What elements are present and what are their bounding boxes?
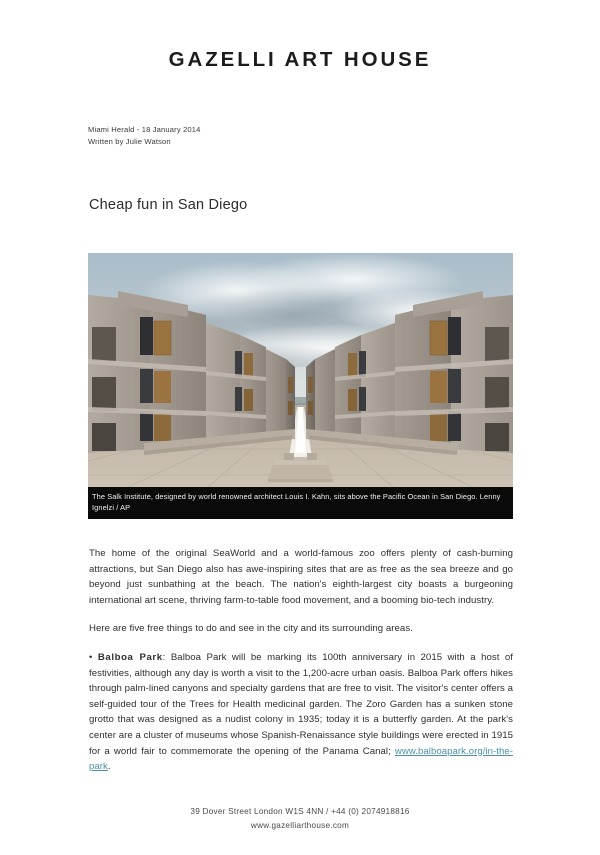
salk-institute-photograph: [88, 253, 513, 487]
byline-author: Written by Julie Watson: [88, 136, 171, 146]
footer-address: 39 Dover Street London W1S 4NN / +44 (0) 2074918816: [190, 807, 410, 816]
list-item-balboa-park: [89, 650, 513, 775]
footer-website: www.gazelliarthouse.com: [250, 821, 350, 830]
list-item-lead: Balboa Park: [97, 651, 163, 663]
article-figure: [88, 253, 513, 519]
byline: [88, 124, 201, 147]
paragraph-lede: Here are five free things to do and see in the city and its surrounding areas.: [89, 623, 413, 635]
article-body: [89, 546, 513, 775]
list-item-text: Balboa Park will be marking its 100th anniversary in 2015 with a host of festivities, although any day is worth a visit to the 1,200-acre urban oasis. Balboa Park offers hikes through palm-lined canyons and specialty gardens that are free to visit. The visitor's center offers a self-guided tour of the Trees for Health medicinal garden. The Zoro Garden has a sunken stone grotto that was designed as a nudist colony in 1935; today it is a butterfly garden. At the park's center are a cluster of museums whose Spanish-Renaissance style buildings were erected in 1915 for a world fair to commemorate the opening of the Panama Canal;: [89, 651, 514, 757]
brand-title: GAZELLI ART HOUSE: [168, 48, 432, 71]
list-item-text-end: .: [107, 761, 111, 773]
page-footer: [0, 805, 600, 833]
brand-header: [0, 48, 600, 72]
page-title: Cheap fun in San Diego: [89, 197, 248, 213]
balboapark-link[interactable]: www.balboapark.org/in-the-park: [89, 745, 513, 773]
paragraph-intro: The home of the original SeaWorld and a world-famous zoo offers plenty of cash-burning attractions, but San Diego also has awe-inspiring sites that are as free as the sea breeze and go beyond just sunbathing at the beach. The nation's eighth-largest city boasts a burgeoning international art scene, thriving farm-to-table food movement, and a booming bio-tech industry.: [89, 548, 513, 606]
byline-source-date: Miami Herald - 18 January 2014: [88, 125, 201, 134]
figure-caption-band: [88, 487, 513, 519]
figure-caption: The Salk Institute, designed by world renowned architect Louis I. Kahn, sits above the Pacific Ocean in San Diego. Lenny Ignelzi / AP: [92, 492, 501, 512]
bullet-marker: •: [89, 651, 98, 663]
list-item-separator: :: [162, 651, 171, 663]
